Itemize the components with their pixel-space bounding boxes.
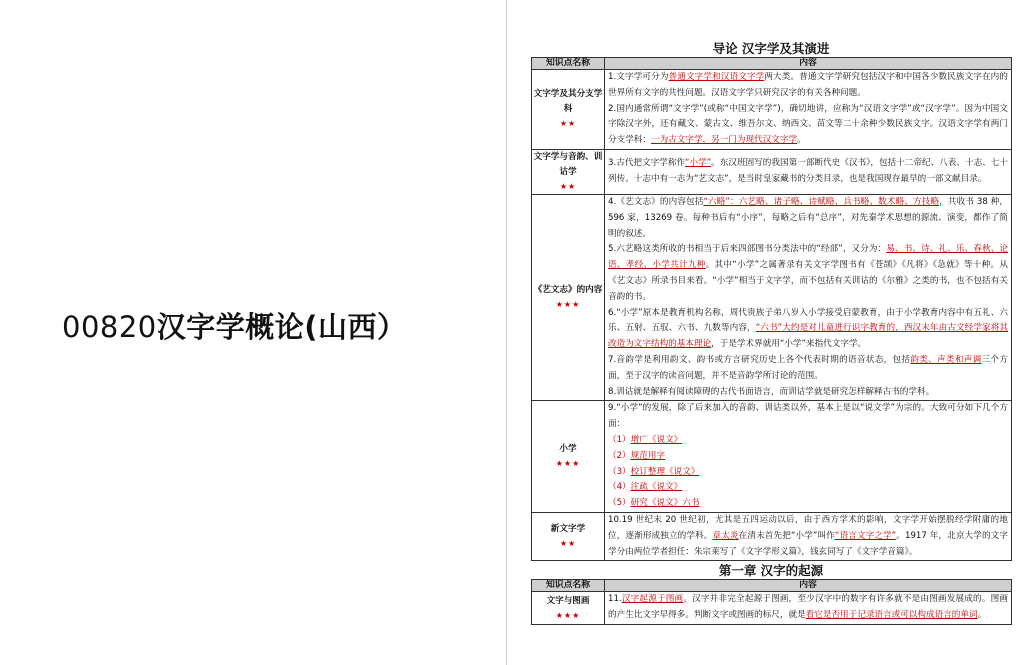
- importance-stars: ★★★: [555, 610, 581, 620]
- key-point-text: 汉字起源于图画: [621, 594, 684, 605]
- notes-page: [531, 40, 1011, 625]
- header-name: 知识点名称: [532, 580, 605, 592]
- body-text: 6.“小学”原本是教育机构名称，周代贵族子弟八岁入小学接受启蒙教育，由于小学教育内容中有五礼、六乐、五射、五驭、六书、九数等内容，: [608, 307, 1008, 334]
- body-text: 三个方面，至于汉字的读音问题，并不是音韵学所讨论的范围。: [608, 354, 1008, 381]
- content-paragraph: [608, 306, 1008, 353]
- content-paragraph: [608, 513, 1008, 560]
- key-point-text: 看它是否用于记录语言或可以构成语言的单词: [805, 610, 978, 621]
- content-paragraph: [608, 385, 1008, 401]
- content-paragraph: [608, 102, 1008, 149]
- table-header-row: [532, 580, 1012, 592]
- key-point-text: 注疏《说文》: [630, 482, 683, 493]
- content-paragraph: [608, 449, 1008, 465]
- importance-stars: ★★★: [555, 459, 581, 469]
- section-title: 导论 汉字学及其演进: [712, 41, 830, 56]
- key-point-text: 校订整理《说文》: [630, 466, 700, 477]
- content-cell: [605, 70, 1012, 150]
- key-point-text: 一为古文字学，另一门为现代汉文字学: [650, 135, 798, 146]
- body-text: 。: [977, 610, 987, 621]
- cover-page: [0, 0, 506, 665]
- knowledge-point-cell: [532, 401, 605, 513]
- list-number: （2）: [608, 450, 631, 461]
- content-cell: [605, 401, 1012, 513]
- table-row: [532, 401, 1012, 513]
- importance-stars: ★★: [559, 539, 577, 549]
- content-paragraph: [608, 353, 1008, 385]
- knowledge-point-name: 新文字学: [550, 524, 586, 535]
- importance-stars: ★★: [559, 181, 577, 191]
- content-cell: [605, 194, 1012, 400]
- course-code: 00820: [62, 310, 157, 344]
- body-text: 。: [797, 135, 806, 146]
- content-paragraph: [608, 433, 1008, 449]
- body-text: 9.“小学”的发展，除了后来加入的音韵、训诂类以外，基本上是以“说文学”为宗的。大致可分如下几个方面：: [608, 403, 1008, 430]
- body-text: 。东汉班固写的我国第一部断代史《汉书》，包括十二帝纪、八表、十志、七十列传。十志中有一志为“艺文志”，是当时皇家藏书的分类目录，也是我国现存最早的一部文献目录。: [608, 158, 1009, 184]
- content-paragraph: [608, 592, 1008, 624]
- table-row: [532, 70, 1012, 150]
- key-point-text: 普通文字学和汉语文字学: [668, 72, 765, 82]
- cover-title: [62, 305, 407, 346]
- body-text: 。汉字并非完全起源于图画，至少汉字中的数字有许多就不是由图画发展成的。图画的产生比文字早得多。判断文字或图画的标尺，就是: [608, 594, 1008, 621]
- key-point-text: 增广《说文》: [630, 434, 683, 445]
- body-text: 2.国内通常所谓“文字学”(或称“中国文字学”)，确切地讲，应称为“汉语文字学”或“汉字学”。因为中国文字除汉字外，还有藏文、蒙古文、维吾尔文、纳西文、苗文等二十余种少数民族文字。汉语文字学有两门分支学科：: [608, 103, 1008, 146]
- body-text: 10.19 世纪末 20 世纪初，尤其是五四运动以后，由于西方学术的影响，文字学开始摆脱经学附庸的地位，逐渐形成独立的学科。: [608, 514, 1008, 541]
- header-content: 内容: [605, 58, 1012, 70]
- header-name: 知识点名称: [532, 58, 605, 70]
- knowledge-point-cell: [532, 149, 605, 194]
- body-text: 两大类。普通文字学研究包括汉字和中国各少数民族文字在内的世界所有文字的共性问题。汉语文字学只研究汉字的有关各种问题。: [608, 72, 1008, 98]
- body-text: 。1917 年，北京大学的文字学分由两位学者担任：朱宗莱写了《文字学形义篇》，钱玄同写了《文字学音篇》。: [608, 530, 1008, 557]
- table-row: [532, 194, 1012, 400]
- body-text: ，共收书 38 种，596 家，13269 卷。每种书后有“小序”，每略之后有“总序”，对先秦学术思想的源流、演变，都作了简明的叙述。: [608, 196, 1009, 239]
- course-name: 汉字学概论(山西）: [156, 310, 407, 344]
- body-text: 8.训诂就是解释有阅读障碍的古代书面语言，而训诂学就是研究怎样解释古书的学科。: [608, 386, 935, 397]
- key-point-text: “语言文字之学”: [834, 530, 897, 541]
- table-row: [532, 512, 1012, 560]
- section-title: 第一章 汉字的起源: [718, 563, 824, 579]
- knowledge-point-cell: [532, 592, 605, 625]
- body-text: 5.六艺略这类所收的书相当于后来四部图书分类法中的“经部”，又分为：: [608, 244, 887, 255]
- key-point-text: “六略”：六艺略、诸子略、诗赋略、兵书略、数术略、方技略: [703, 196, 940, 207]
- table-body: [532, 592, 1012, 625]
- knowledge-point-name: 文字学与音韵、训诂学: [533, 151, 603, 177]
- importance-stars: ★★★: [555, 300, 581, 310]
- body-text: 。其中“小学”之属著录有关文字学图书有《苍颉》《凡将》《急就》等十种。从《艺文志》所录书目来看。“小学”相当于文字学，而不包括有关训诂的《尔雅》之类的书，也不包括有关音韵的书。: [608, 260, 1008, 302]
- content-cell: [605, 149, 1012, 194]
- list-number: （3）: [608, 466, 631, 477]
- content-paragraph: [608, 242, 1008, 305]
- knowledge-table: [531, 579, 1012, 625]
- table-header-row: [532, 58, 1012, 70]
- content-paragraph: [608, 480, 1008, 496]
- body-text: 4.《艺文志》的内容包括: [608, 196, 704, 207]
- key-point-text: “六书”大约是对儿童进行识字教育的，西汉末年由古文经学家将其改造为文字结构的基本理论: [608, 323, 1008, 350]
- content-cell: [605, 592, 1012, 625]
- knowledge-point-name: 文字学及其分支学科: [533, 89, 603, 115]
- key-point-text: 研究《说文》六书: [630, 498, 700, 509]
- knowledge-point-name: 文字与图画: [546, 595, 590, 606]
- key-point-text: 韵类、声类和声调: [910, 354, 982, 365]
- knowledge-table: [531, 57, 1012, 561]
- table-row: [532, 149, 1012, 194]
- importance-stars: ★★: [559, 119, 577, 129]
- key-point-text: “小学”: [685, 158, 712, 169]
- content-paragraph: [608, 465, 1008, 481]
- body-text: 3.古代把文字学称作: [608, 158, 686, 169]
- content-cell: [605, 512, 1012, 560]
- key-point-text: 规范用字: [630, 450, 666, 461]
- table-row: [532, 592, 1012, 625]
- body-text: ，于是学术界就用“小学”来指代文字学。: [711, 339, 867, 350]
- page-divider: [506, 0, 507, 665]
- key-point-text: 章太炎: [712, 530, 739, 541]
- body-text: 在清末首先把“小学”叫作: [738, 530, 835, 541]
- knowledge-point-cell: [532, 194, 605, 400]
- key-point-text: 易、书、诗、礼、乐、春秋、论语、孝经、小学共计九种: [608, 244, 1008, 271]
- body-text: 11.: [608, 594, 622, 605]
- body-text: 7.音韵学是利用韵文、韵书或方言研究历史上各个代表时期的语音状态，包括: [608, 354, 911, 365]
- table-body: [532, 70, 1012, 561]
- list-number: （4）: [608, 482, 631, 493]
- header-content: 内容: [605, 580, 1012, 592]
- content-paragraph: [608, 70, 1008, 102]
- content-paragraph: [608, 401, 1008, 433]
- knowledge-point-name: 《艺文志》的内容: [533, 285, 603, 296]
- list-number: （1）: [608, 434, 631, 445]
- knowledge-point-cell: [532, 512, 605, 560]
- content-paragraph: [608, 195, 1008, 242]
- knowledge-point-cell: [532, 70, 605, 150]
- knowledge-point-name: 小学: [559, 444, 577, 455]
- body-text: 1.文字学可分为: [608, 72, 669, 82]
- content-paragraph: [608, 496, 1008, 512]
- list-number: （5）: [608, 498, 631, 509]
- content-paragraph: [608, 156, 1008, 188]
